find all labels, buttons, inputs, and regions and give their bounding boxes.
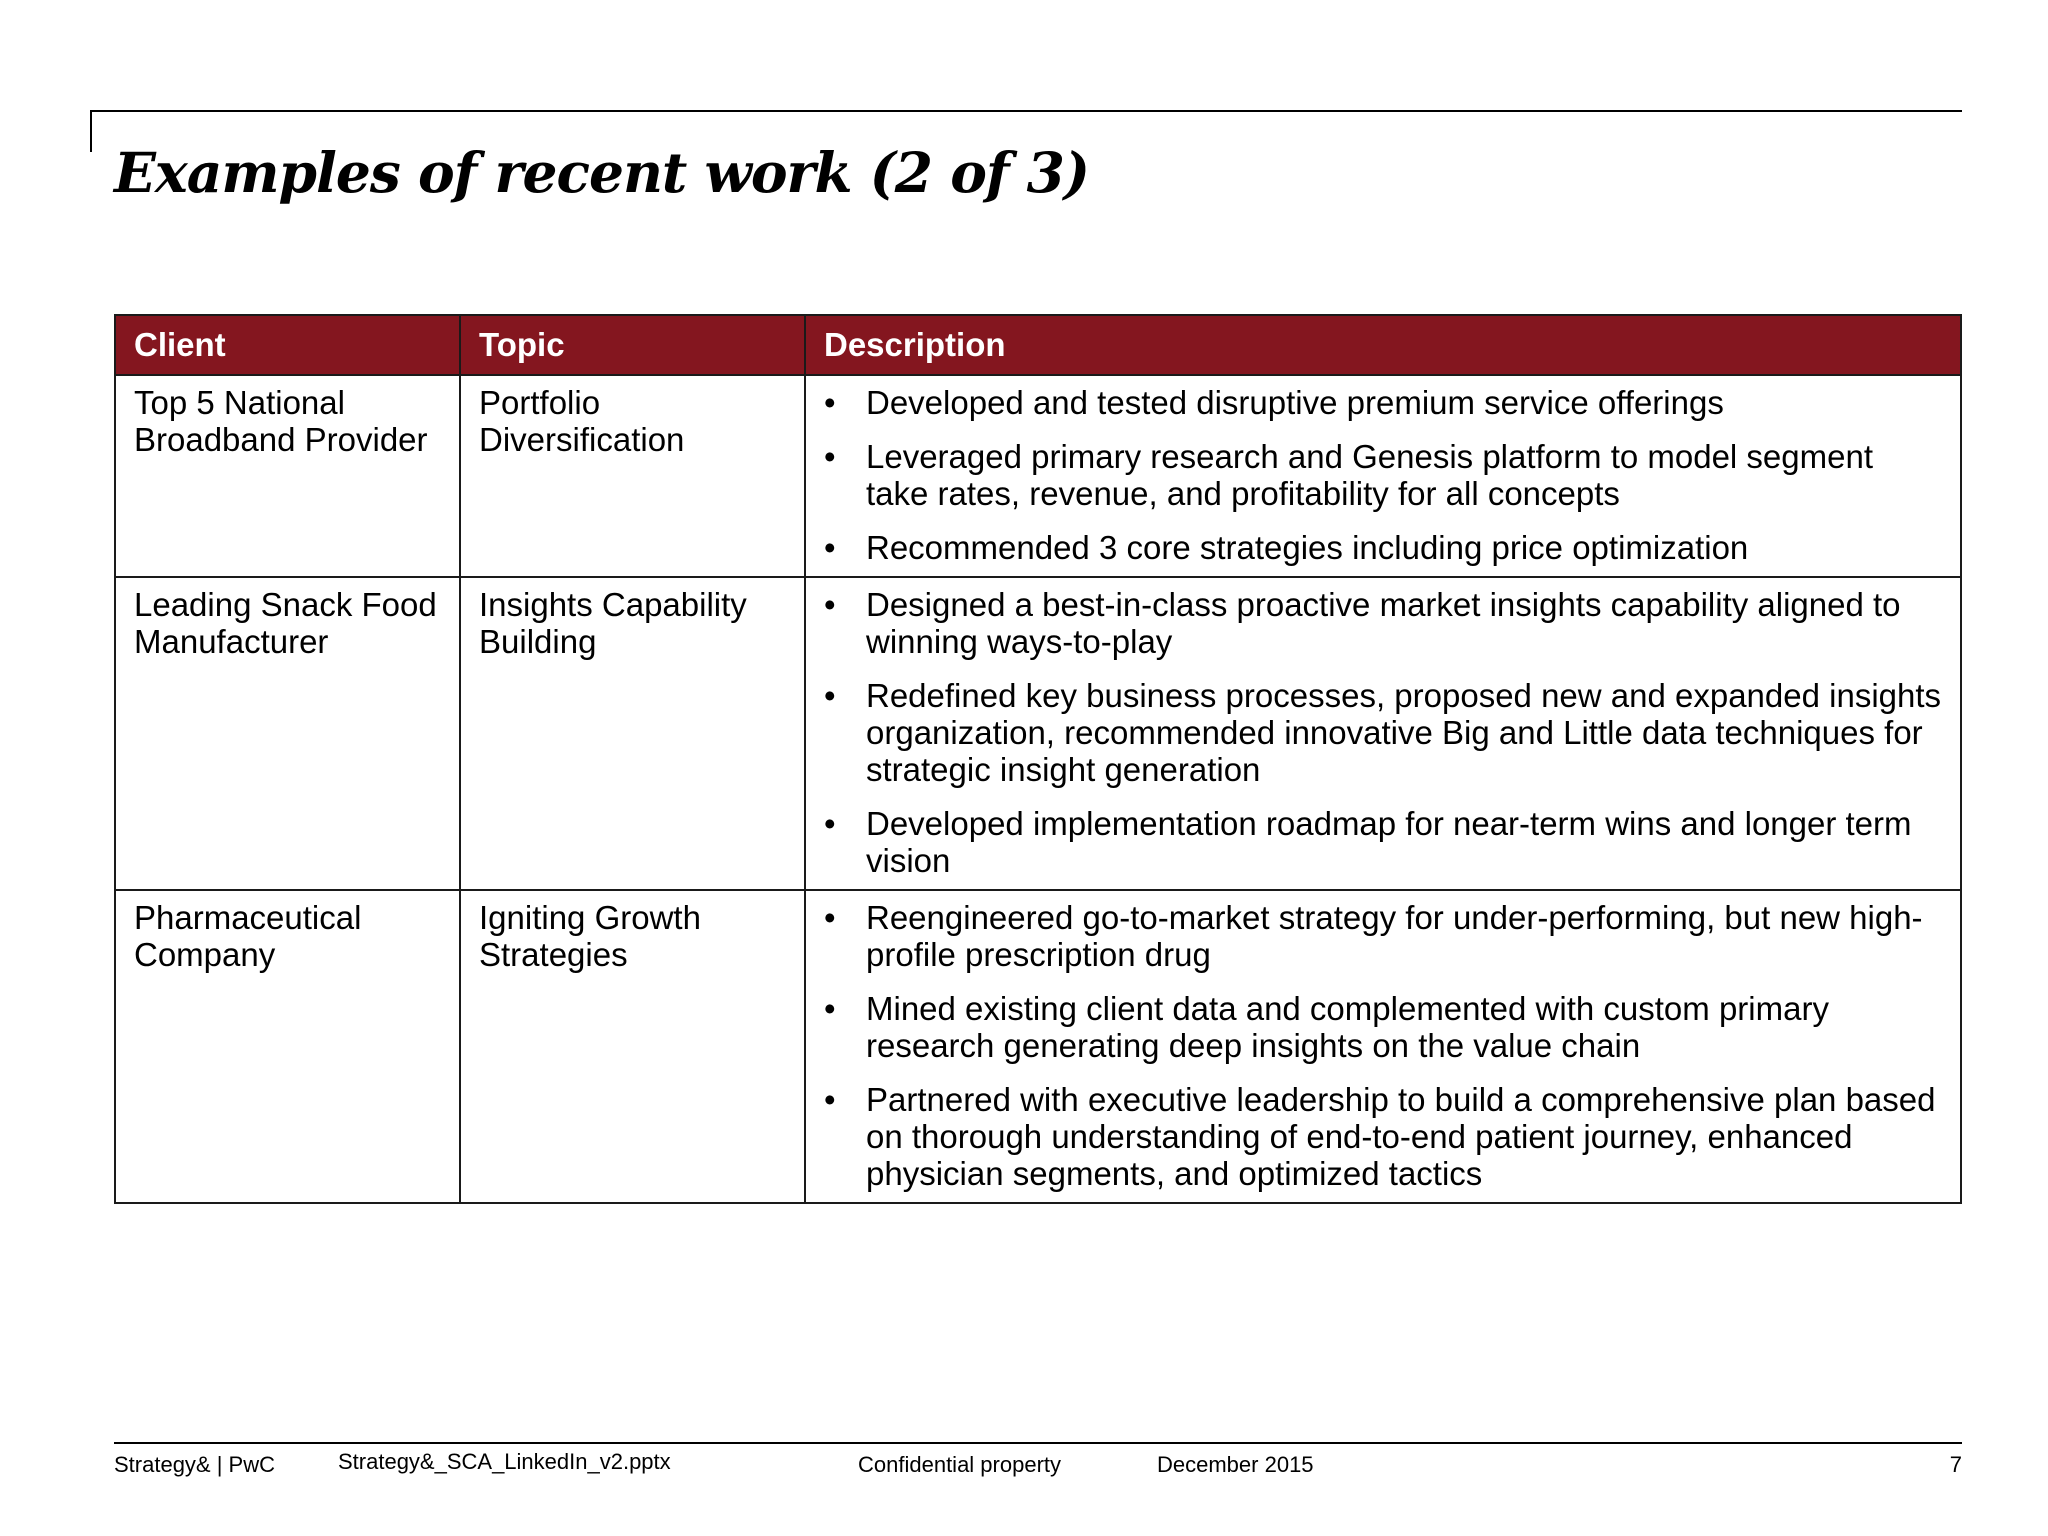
list-item (824, 384, 1942, 421)
bullet-icon: • (824, 1081, 836, 1118)
bullet-text: Leveraged primary research and Genesis platform to model segment take rates, revenue, and profitability for all concepts (866, 438, 1873, 512)
footer-filename: Strategy&_SCA_LinkedIn_v2.pptx (338, 1449, 671, 1474)
bullet-icon: • (824, 677, 836, 714)
bullet-text: Developed and tested disruptive premium service offerings (866, 384, 1724, 421)
bullet-text: Designed a best-in-class proactive market insights capability aligned to winning ways-to-play (866, 586, 1901, 660)
list-item (824, 990, 1942, 1064)
topic-cell: Insights Capability Building (460, 577, 805, 890)
list-item (824, 586, 1942, 660)
description-list (824, 899, 1942, 1192)
list-item (824, 438, 1942, 512)
slide-title: Examples of recent work (2 of 3) (114, 140, 1089, 205)
list-item (824, 1081, 1942, 1192)
topic-cell: Portfolio Diversification (460, 375, 805, 577)
header-client: Client (115, 315, 460, 375)
bullet-text: Developed implementation roadmap for near-term wins and longer term vision (866, 805, 1912, 879)
header-description: Description (805, 315, 1961, 375)
table-row (115, 890, 1961, 1203)
footer-confidential: Confidential property (858, 1452, 1062, 1477)
bullet-icon: • (824, 529, 836, 566)
description-list (824, 384, 1942, 566)
topic-cell: Igniting Growth Strategies (460, 890, 805, 1203)
list-item (824, 805, 1942, 879)
list-item (824, 677, 1942, 788)
client-cell: Top 5 National Broadband Provider (115, 375, 460, 577)
footer-rule (114, 1442, 1962, 1444)
bullet-text: Recommended 3 core strategies including price optimization (866, 529, 1749, 566)
description-list (824, 586, 1942, 879)
page-number: 7 (1949, 1452, 1962, 1477)
bullet-icon: • (824, 805, 836, 842)
description-cell (805, 577, 1961, 890)
footer-date: December 2015 (1157, 1452, 1314, 1477)
list-item (824, 899, 1942, 973)
corner-tick (90, 110, 92, 152)
header-topic: Topic (460, 315, 805, 375)
bullet-icon: • (824, 438, 836, 475)
bullet-text: Reengineered go-to-market strategy for under-performing, but new high-profile prescription drug (866, 899, 1923, 973)
table-header-row (115, 315, 1961, 375)
bullet-icon: • (824, 899, 836, 936)
top-rule (90, 110, 1962, 112)
client-cell: Pharmaceutical Company (115, 890, 460, 1203)
description-cell (805, 375, 1961, 577)
recent-work-table (114, 314, 1962, 1204)
bullet-text: Partnered with executive leadership to build a comprehensive plan based on thorough understanding of end-to-end patient journey, enhanced physician segments, and optimized tactics (866, 1081, 1936, 1192)
footer-brand: Strategy& | PwC (114, 1452, 275, 1477)
list-item (824, 529, 1942, 566)
bullet-text: Redefined key business processes, proposed new and expanded insights organization, recommended innovative Big and Little data techniques for strategic insight generation (866, 677, 1942, 788)
client-cell: Leading Snack Food Manufacturer (115, 577, 460, 890)
table-row (115, 577, 1961, 890)
table-row (115, 375, 1961, 577)
bullet-icon: • (824, 990, 836, 1027)
bullet-icon: • (824, 586, 836, 623)
description-cell (805, 890, 1961, 1203)
bullet-icon: • (824, 384, 836, 421)
bullet-text: Mined existing client data and complemented with custom primary research generating deep insights on the value chain (866, 990, 1829, 1064)
